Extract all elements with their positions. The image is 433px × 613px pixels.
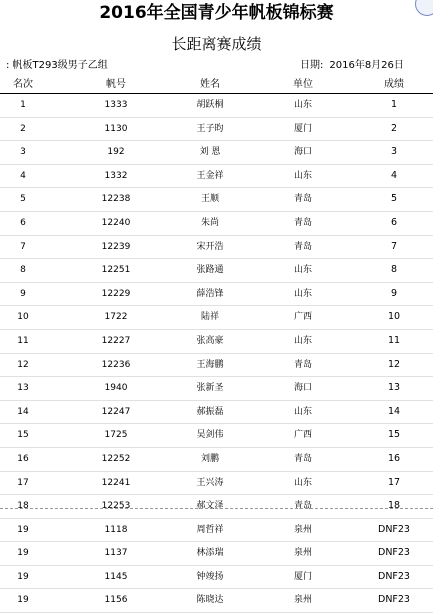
cell-unit: 海口 bbox=[293, 383, 312, 394]
bottom-divider bbox=[0, 508, 433, 509]
cell-result: 2 bbox=[390, 122, 398, 134]
cell-name: 刘鹏 bbox=[200, 453, 219, 464]
cell-rank: 11 bbox=[17, 335, 29, 346]
cell-sail: 12253 bbox=[101, 501, 131, 512]
cell-unit: 青岛 bbox=[293, 453, 312, 464]
cell-name: 胡跃桐 bbox=[196, 100, 224, 110]
cell-rank: 9 bbox=[20, 288, 26, 299]
cell-result: 13 bbox=[387, 382, 401, 394]
table-body bbox=[0, 94, 433, 613]
date-value: 2016年8月26日 bbox=[329, 60, 404, 71]
cell-unit: 厦门 bbox=[293, 571, 312, 582]
cell-name: 王兴涛 bbox=[196, 477, 224, 488]
page-subtitle: 长距离赛成绩 bbox=[171, 35, 262, 53]
table-header bbox=[0, 77, 433, 94]
date-label: 日期: bbox=[300, 60, 324, 71]
cell-unit: 山东 bbox=[293, 100, 312, 110]
cell-rank: 19 bbox=[17, 571, 29, 582]
cell-rank: 19 bbox=[17, 548, 29, 559]
cell-name: 林添瑞 bbox=[196, 548, 224, 559]
table-row bbox=[0, 354, 433, 378]
table-row bbox=[0, 472, 433, 496]
cell-unit: 青岛 bbox=[293, 359, 312, 370]
cell-unit: 山东 bbox=[293, 335, 312, 346]
cell-unit: 海口 bbox=[293, 147, 312, 158]
cell-result: 6 bbox=[390, 216, 398, 228]
cell-rank: 14 bbox=[17, 406, 29, 417]
table-row bbox=[0, 566, 433, 590]
cell-result: DNF23 bbox=[378, 547, 410, 559]
cell-sail: 1145 bbox=[104, 571, 128, 582]
cell-result: 16 bbox=[387, 452, 401, 464]
cell-unit: 山东 bbox=[293, 170, 312, 181]
cell-sail: 12241 bbox=[101, 477, 131, 488]
cell-rank: 7 bbox=[20, 241, 26, 252]
cell-sail: 12247 bbox=[101, 406, 131, 417]
cell-rank: 17 bbox=[17, 477, 29, 488]
table-row bbox=[0, 212, 433, 236]
cell-sail: 12229 bbox=[101, 288, 131, 299]
table-row bbox=[0, 236, 433, 260]
cell-name: 张高豪 bbox=[196, 335, 224, 346]
cell-rank: 3 bbox=[20, 147, 26, 158]
table-row bbox=[0, 377, 433, 401]
cell-unit: 泉州 bbox=[293, 524, 312, 535]
cell-name: 陈晓达 bbox=[196, 595, 224, 606]
table-row bbox=[0, 589, 433, 613]
cell-sail: 12252 bbox=[101, 453, 131, 464]
cell-result: 12 bbox=[387, 358, 401, 370]
cell-rank: 19 bbox=[17, 595, 29, 606]
cell-rank: 15 bbox=[17, 430, 29, 441]
cell-name: 朱尚 bbox=[200, 217, 219, 228]
table-row bbox=[0, 495, 433, 519]
results-table bbox=[0, 77, 433, 613]
table-row bbox=[0, 259, 433, 283]
cell-sail: 1130 bbox=[104, 123, 128, 134]
group-label: : 帆板T293级男子乙组 bbox=[6, 60, 108, 71]
table-row bbox=[0, 519, 433, 543]
page-title: 2016年全国青少年帆板锦标赛 bbox=[99, 3, 334, 23]
cell-sail: 1940 bbox=[104, 383, 128, 394]
cell-name: 张新圣 bbox=[196, 383, 224, 394]
cell-name: 张路通 bbox=[196, 265, 224, 276]
cell-name: 薛浩锋 bbox=[196, 288, 224, 299]
cell-unit: 泉州 bbox=[293, 548, 312, 559]
cell-unit: 厦门 bbox=[293, 123, 312, 134]
cell-rank: 18 bbox=[17, 501, 29, 512]
table-row bbox=[0, 118, 433, 142]
cell-unit: 泉州 bbox=[293, 595, 312, 606]
cell-sail: 1333 bbox=[104, 100, 128, 110]
header-sail: 帆号 bbox=[106, 79, 126, 90]
cell-result: 1 bbox=[390, 99, 398, 110]
cell-name: 周哲祥 bbox=[196, 524, 224, 535]
cell-rank: 1 bbox=[20, 100, 26, 110]
cell-rank: 8 bbox=[20, 265, 26, 276]
cell-result: 5 bbox=[390, 193, 398, 205]
cell-sail: 12238 bbox=[101, 194, 131, 205]
cell-result: 17 bbox=[387, 476, 401, 488]
cell-result: 4 bbox=[390, 169, 398, 181]
cell-sail: 1137 bbox=[104, 548, 128, 559]
cell-unit: 青岛 bbox=[293, 241, 312, 252]
cell-sail: 1156 bbox=[104, 595, 128, 606]
cell-result: 15 bbox=[387, 429, 401, 441]
cell-name: 王海鹏 bbox=[196, 359, 224, 370]
cell-result: DNF23 bbox=[378, 594, 410, 606]
cell-unit: 山东 bbox=[293, 477, 312, 488]
cell-result: 9 bbox=[390, 287, 398, 299]
cell-name: 郝文泽 bbox=[196, 501, 224, 512]
table-row bbox=[0, 188, 433, 212]
cell-unit: 广西 bbox=[293, 430, 312, 441]
cell-rank: 4 bbox=[20, 170, 26, 181]
cell-result: DNF23 bbox=[378, 523, 410, 535]
table-row bbox=[0, 165, 433, 189]
cell-name: 王顺 bbox=[200, 194, 219, 205]
table-row bbox=[0, 141, 433, 165]
cell-rank: 16 bbox=[17, 453, 29, 464]
cell-result: 10 bbox=[387, 311, 401, 323]
cell-unit: 山东 bbox=[293, 265, 312, 276]
cell-rank: 19 bbox=[17, 524, 29, 535]
header-name: 姓名 bbox=[200, 79, 220, 90]
cell-sail: 1332 bbox=[104, 170, 128, 181]
cell-sail: 12251 bbox=[101, 265, 131, 276]
cell-unit: 青岛 bbox=[293, 217, 312, 228]
cell-sail: 192 bbox=[107, 147, 125, 158]
table-row bbox=[0, 283, 433, 307]
cell-sail: 1725 bbox=[104, 430, 128, 441]
header-rank: 名次 bbox=[13, 79, 33, 90]
cell-sail: 12227 bbox=[101, 335, 131, 346]
table-row bbox=[0, 94, 433, 118]
cell-sail: 12239 bbox=[101, 241, 131, 252]
cell-rank: 2 bbox=[20, 123, 26, 134]
table-row bbox=[0, 448, 433, 472]
cell-result: 3 bbox=[390, 146, 398, 158]
cell-name: 郝振磊 bbox=[196, 406, 224, 417]
cell-rank: 12 bbox=[17, 359, 29, 370]
cell-name: 钟竣扬 bbox=[196, 571, 224, 582]
cell-sail: 1722 bbox=[104, 312, 128, 323]
cell-result: 11 bbox=[387, 334, 401, 346]
cell-result: 14 bbox=[387, 405, 401, 417]
header-result: 成绩 bbox=[384, 79, 404, 90]
cell-result: 7 bbox=[390, 240, 398, 252]
cell-rank: 6 bbox=[20, 217, 26, 228]
cell-result: 18 bbox=[387, 500, 401, 512]
cell-unit: 广西 bbox=[293, 312, 312, 323]
cell-sail: 12236 bbox=[101, 359, 131, 370]
table-row bbox=[0, 306, 433, 330]
cell-unit: 山东 bbox=[293, 288, 312, 299]
cell-rank: 10 bbox=[17, 312, 29, 323]
table-row bbox=[0, 330, 433, 354]
cell-sail: 12240 bbox=[101, 217, 131, 228]
cell-name: 刘 恩 bbox=[199, 147, 221, 158]
cell-rank: 5 bbox=[20, 194, 26, 205]
cell-unit: 山东 bbox=[293, 406, 312, 417]
cell-unit: 青岛 bbox=[293, 194, 312, 205]
cell-name: 吴剑伟 bbox=[196, 430, 224, 441]
cell-rank: 13 bbox=[17, 383, 29, 394]
header-unit: 单位 bbox=[293, 79, 313, 90]
cell-result: 8 bbox=[390, 264, 398, 276]
cell-name: 王金祥 bbox=[196, 170, 224, 181]
cell-unit: 青岛 bbox=[293, 501, 312, 512]
table-row bbox=[0, 542, 433, 566]
table-row bbox=[0, 424, 433, 448]
cell-name: 王子昀 bbox=[196, 123, 224, 134]
date-info bbox=[300, 59, 404, 73]
table-row bbox=[0, 401, 433, 425]
cell-sail: 1118 bbox=[104, 524, 128, 535]
cell-name: 陆祥 bbox=[200, 312, 219, 323]
cell-name: 宋开浩 bbox=[196, 241, 224, 252]
cell-result: DNF23 bbox=[378, 570, 410, 582]
